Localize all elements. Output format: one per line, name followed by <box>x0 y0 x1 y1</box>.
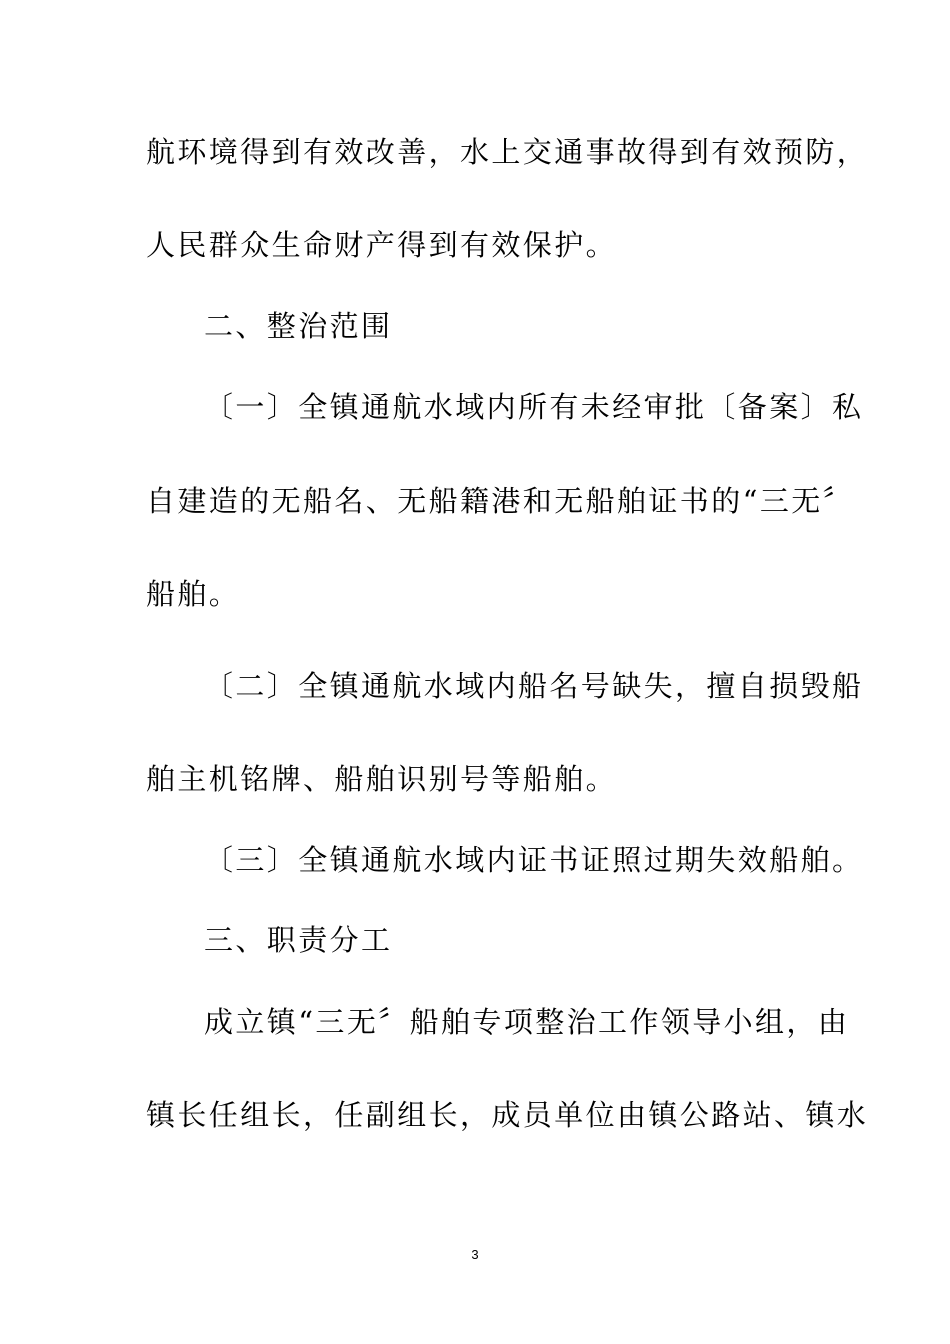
text-line-duties-cont: 镇长任组长，任副组长，成员单位由镇公路站、镇水 <box>146 1098 869 1132</box>
text-line-item-2-start: 〔二〕全镇通航水域内船名号缺失，擅自损毁船 <box>204 669 864 703</box>
text-line-1: 航环境得到有效改善，水上交通事故得到有效预防， <box>146 135 869 169</box>
section-heading-scope: 二、整治范围 <box>204 309 393 343</box>
text-line-item-3: 〔三〕全镇通航水域内证书证照过期失效船舶。 <box>204 843 864 877</box>
text-line-item-2-end: 舶主机铭牌、船舶识别号等船舶。 <box>146 762 618 796</box>
text-line-duties-start: 成立镇“三无〞船舶专项整治工作领导小组，由 <box>204 1005 850 1039</box>
text-line-item-1-start: 〔一〕全镇通航水域内所有未经审批〔备案〕私 <box>204 390 864 424</box>
section-heading-duties: 三、职责分工 <box>204 923 393 957</box>
text-line-2: 人民群众生命财产得到有效保护。 <box>146 228 618 262</box>
text-line-item-1-end: 船舶。 <box>146 577 241 611</box>
text-line-item-1-cont: 自建造的无船名、无船籍港和无船舶证书的“三无〞 <box>146 484 855 518</box>
page-number: 3 <box>471 1247 479 1262</box>
